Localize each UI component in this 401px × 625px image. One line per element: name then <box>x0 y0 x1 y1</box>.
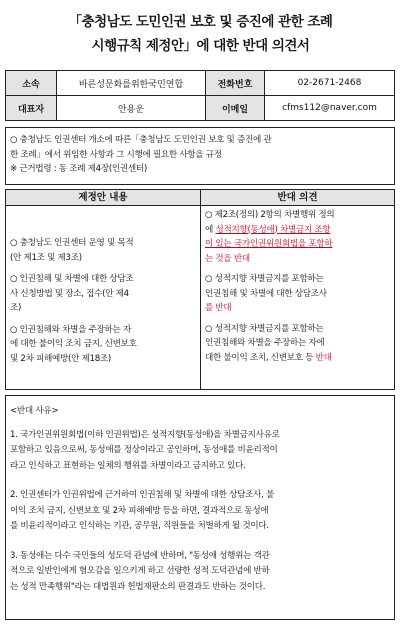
reason-line: 3. 동성애는 다수 국민들의 성도덕 관념에 반하며, "동성애 성행위는 객관 <box>10 550 270 561</box>
draft-content-cell <box>5 205 201 390</box>
reason-line: 적으로 일반인에게 혐오감을 일으키게 하고 선량한 성적 도덕관념에 반하 <box>10 566 270 576</box>
reason-line: 라고 인식하고 표현하는 일체의 행위를 차별이라고 금지하고 있다. <box>10 460 246 471</box>
reason-paragraph <box>10 428 390 475</box>
reason-paragraph <box>10 488 390 535</box>
reasons-heading: <반대 사유> <box>10 406 59 416</box>
opinion-line: 인권침해 및 차별에 대한 상담조사 <box>205 288 327 299</box>
draft-item-line: 사 신청방법 및 장소, 접수(안 제4 <box>10 288 129 299</box>
reason-line: 포함하고 있음으로써, 동성애를 정상이라고 공인하며, 동성애를 비윤리적이 <box>10 445 278 455</box>
reason-line: 2. 인권센터가 인권위법에 근거하여 인권침해 및 차별에 대한 상담조사, 불 <box>10 490 274 500</box>
rep-value: 안용운 <box>57 96 206 121</box>
opinion-highlight: 반대 <box>315 352 332 363</box>
opinion-item <box>205 272 390 316</box>
col-header-draft: 제정안 내용 <box>5 189 201 206</box>
summary-line: 한 조례」에서 위임한 사항과 그 시행에 필요한 사항을 규정 <box>10 149 222 160</box>
affiliation-value: 바른성문화를위한국민연합 <box>57 71 206 96</box>
affiliation-label: 소속 <box>6 71 57 96</box>
reasons-box <box>5 395 395 620</box>
draft-item <box>10 236 196 265</box>
draft-item-line: ○ 인권침해 및 차별에 대한 상담조 <box>10 274 134 284</box>
opinion-line: ○ 제2조(정의) 2항의 차별행위 정의 <box>205 210 335 220</box>
email-label: 이메일 <box>206 96 265 121</box>
reason-line: 이익 조치 금지, 신변보호 및 2차 피해예방 등을 하면, 결과적으로 동성애 <box>10 505 269 516</box>
opinion-line: ○ 성적지향 차별금지를 포함하는 <box>205 274 324 284</box>
col-header-opinion: 반대 의견 <box>200 189 395 206</box>
draft-item <box>10 272 196 316</box>
opinion-line <box>205 223 390 238</box>
opinion-item <box>205 208 390 266</box>
document-title-line2: 시행규칙 제정안」에 대한 반대 의견서 <box>91 38 310 54</box>
reason-line: 는 성적 만족행위"라는 대법원과 헌법재판소의 판결과도 반하는 것이다. <box>10 581 266 592</box>
draft-item-line: 및 2차 피해예방(안 제18조) <box>10 353 111 364</box>
document-title-line1: 「충청남도 도민인권 보호 및 증진에 관한 조례 <box>68 14 333 30</box>
summary-line: ※ 근거법령 : 동 조례 제4장(인권센터) <box>10 164 147 174</box>
opinion-text: 에 <box>205 224 216 235</box>
summary-line: ○ 충청남도 인권센터 개소에 따른「충청남도 도민인권 보호 및 증진에 관 <box>10 135 272 145</box>
phone-label: 전화번호 <box>206 71 265 96</box>
opinion-content-cell <box>200 205 395 390</box>
draft-item-line: 에 대한 불이익 조치 금지, 신변보호 <box>10 339 137 349</box>
draft-item-line: (안 제1조 및 제3조) <box>10 252 82 263</box>
opinion-highlight: 성적지향(동성애) 차별금지 조항 <box>215 224 331 235</box>
info-table <box>5 70 395 121</box>
opinion-line: 인권침해와 차별을 주장하는 자에 <box>205 338 325 348</box>
rep-label: 대표자 <box>6 96 57 121</box>
reason-line: 1. 국가인권위원회법(이하 인권위법)은 성적지향(동성애)을 차별금지사유로 <box>10 429 280 440</box>
reason-paragraph <box>10 549 390 596</box>
opinion-highlight: 를 반대 <box>205 303 232 313</box>
opinion-text: 대한 불이익 조치, 신변보호 등 <box>205 352 316 363</box>
email-value: cfms112@naver.com <box>265 96 395 121</box>
draft-item-line: 조) <box>10 303 22 313</box>
opinion-highlight: 는 것을 반대 <box>205 253 250 264</box>
draft-item-line: ○ 충청남도 인권센터 운영 및 목적 <box>10 238 134 248</box>
opinion-line: ○ 성적지향 차별금지를 포함하는 <box>205 323 324 334</box>
draft-item-line: ○ 인권침해와 차별을 주장하는 자 <box>10 324 131 335</box>
reason-line: 를 비윤리적이라고 인식하는 기관, 공무원, 직원들을 처벌하게 될 것이다. <box>10 521 269 531</box>
phone-value: 02-2671-2468 <box>265 71 395 96</box>
draft-item <box>10 323 196 367</box>
opinion-item <box>205 322 390 366</box>
opinion-highlight: 이 있는 국가인권위원회법을 포함하 <box>205 239 333 249</box>
summary-box <box>5 127 395 185</box>
opinion-line <box>205 351 390 366</box>
